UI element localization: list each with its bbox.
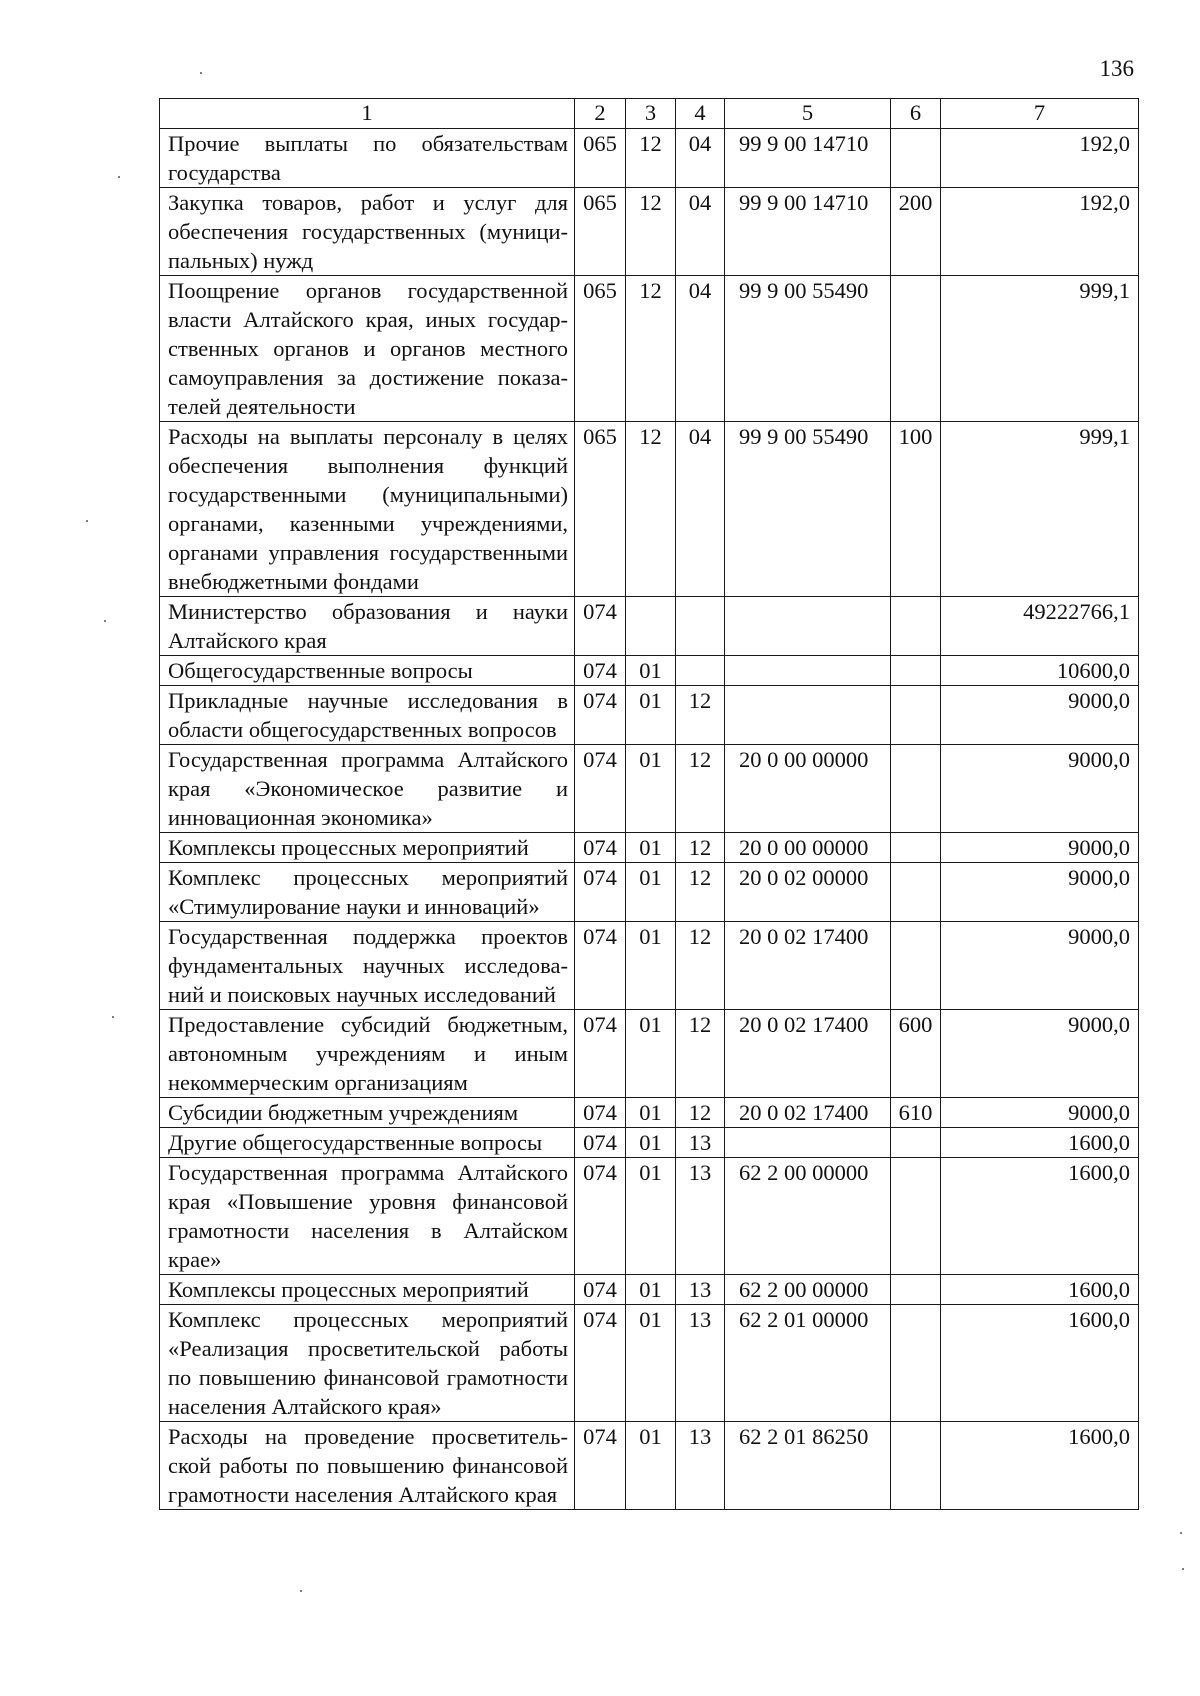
row-subsection-code: 13	[676, 1275, 725, 1305]
row-amount: 192,0	[941, 188, 1139, 276]
header-col-2: 2	[575, 99, 626, 129]
row-amount: 1600,0	[941, 1158, 1139, 1275]
scan-speck	[300, 1590, 302, 1592]
row-subsection-code: 12	[676, 922, 725, 1010]
row-subsection-code: 12	[676, 686, 725, 745]
table-row	[160, 922, 1139, 1010]
scan-speck	[104, 620, 106, 622]
row-amount: 1600,0	[941, 1305, 1139, 1422]
row-admin-code: 074	[575, 922, 626, 1010]
row-section-code: 01	[626, 922, 676, 1010]
row-subsection-code: 12	[676, 745, 725, 833]
table-row	[160, 129, 1139, 188]
row-admin-code: 074	[575, 1158, 626, 1275]
table-row	[160, 1128, 1139, 1158]
row-target-article: 99 9 00 55490	[725, 422, 891, 597]
row-amount: 9000,0	[941, 1098, 1139, 1128]
row-target-article: 99 9 00 55490	[725, 276, 891, 422]
row-expense-type	[891, 1305, 941, 1422]
table-row	[160, 597, 1139, 656]
row-subsection-code: 04	[676, 188, 725, 276]
row-subsection-code: 04	[676, 422, 725, 597]
scan-speck	[112, 1016, 114, 1018]
row-subsection-code: 13	[676, 1128, 725, 1158]
scan-speck	[118, 176, 120, 178]
row-amount: 999,1	[941, 276, 1139, 422]
row-section-code: 01	[626, 1275, 676, 1305]
row-expense-type	[891, 686, 941, 745]
table-row	[160, 422, 1139, 597]
row-admin-code: 065	[575, 188, 626, 276]
row-expense-type	[891, 745, 941, 833]
row-amount: 9000,0	[941, 686, 1139, 745]
row-admin-code: 074	[575, 656, 626, 686]
row-target-article	[725, 686, 891, 745]
table-row	[160, 656, 1139, 686]
table-body	[160, 129, 1139, 1510]
row-target-article: 20 0 02 17400	[725, 1010, 891, 1098]
row-section-code: 01	[626, 1158, 676, 1275]
row-expense-type	[891, 1422, 941, 1510]
row-amount: 1600,0	[941, 1128, 1139, 1158]
row-name: Расходы на выплаты персоналу в целях обеспечения выполнения функций государственными (муниципальными) органами, казенными учреждениями, органами управления государственными внебюджетными фондами	[160, 422, 575, 597]
row-section-code: 01	[626, 1128, 676, 1158]
row-subsection-code: 12	[676, 863, 725, 922]
row-subsection-code: 12	[676, 1010, 725, 1098]
row-target-article: 20 0 00 00000	[725, 745, 891, 833]
row-admin-code: 074	[575, 745, 626, 833]
row-admin-code: 074	[575, 833, 626, 863]
row-name: Поощрение органов государственной власти Алтайского края, иных государственных органов и органов местного самоуправления за достижение показателей деятельности	[160, 276, 575, 422]
row-expense-type	[891, 922, 941, 1010]
row-admin-code: 074	[575, 1275, 626, 1305]
table-row	[160, 1098, 1139, 1128]
row-amount: 9000,0	[941, 745, 1139, 833]
row-subsection-code: 13	[676, 1158, 725, 1275]
table-row	[160, 745, 1139, 833]
table-row	[160, 1422, 1139, 1510]
row-subsection-code: 12	[676, 833, 725, 863]
row-target-article	[725, 1128, 891, 1158]
row-admin-code: 074	[575, 1128, 626, 1158]
budget-table	[159, 98, 1139, 1510]
row-expense-type	[891, 276, 941, 422]
header-col-5: 5	[725, 99, 891, 129]
table-row	[160, 276, 1139, 422]
row-expense-type	[891, 597, 941, 656]
row-section-code: 01	[626, 1422, 676, 1510]
row-target-article: 99 9 00 14710	[725, 188, 891, 276]
row-section-code: 12	[626, 188, 676, 276]
row-target-article: 20 0 00 00000	[725, 833, 891, 863]
row-target-article: 20 0 02 00000	[725, 863, 891, 922]
row-target-article: 62 2 00 00000	[725, 1158, 891, 1275]
table-row	[160, 1010, 1139, 1098]
row-section-code: 01	[626, 1305, 676, 1422]
row-expense-type	[891, 1158, 941, 1275]
row-subsection-code: 04	[676, 276, 725, 422]
table-row	[160, 1305, 1139, 1422]
row-target-article: 62 2 00 00000	[725, 1275, 891, 1305]
row-section-code	[626, 597, 676, 656]
scan-speck	[200, 72, 202, 74]
row-amount: 1600,0	[941, 1275, 1139, 1305]
table-row	[160, 1158, 1139, 1275]
row-name: Прикладные научные исследования в области общегосударственных вопросов	[160, 686, 575, 745]
row-section-code: 01	[626, 863, 676, 922]
row-target-article: 20 0 02 17400	[725, 1098, 891, 1128]
row-name: Предоставление субсидий бюджетным, автономным учреждениям и иным некоммерческим организациям	[160, 1010, 575, 1098]
row-section-code: 12	[626, 276, 676, 422]
row-admin-code: 065	[575, 129, 626, 188]
row-name: Общегосударственные вопросы	[160, 656, 575, 686]
row-admin-code: 065	[575, 422, 626, 597]
row-amount: 9000,0	[941, 833, 1139, 863]
page-number: 136	[1099, 56, 1134, 81]
row-name: Комплекс процессных мероприятий «Реализация просветительской работы по повышению финансовой грамотности населения Алтайского края»	[160, 1305, 575, 1422]
row-name: Прочие выплаты по обязательствам государства	[160, 129, 575, 188]
row-section-code: 01	[626, 833, 676, 863]
row-expense-type: 610	[891, 1098, 941, 1128]
table-row	[160, 833, 1139, 863]
row-amount: 10600,0	[941, 656, 1139, 686]
table-header-row	[160, 99, 1139, 129]
row-expense-type: 200	[891, 188, 941, 276]
row-section-code: 12	[626, 129, 676, 188]
row-name: Субсидии бюджетным учреждениям	[160, 1098, 575, 1128]
header-col-7: 7	[941, 99, 1139, 129]
row-target-article	[725, 656, 891, 686]
row-section-code: 01	[626, 745, 676, 833]
row-subsection-code: 13	[676, 1305, 725, 1422]
row-admin-code: 074	[575, 1422, 626, 1510]
header-col-1: 1	[160, 99, 575, 129]
row-expense-type	[891, 833, 941, 863]
row-name: Государственная поддержка проектов фундаментальных научных исследований и поисковых научных исследований	[160, 922, 575, 1010]
row-amount: 9000,0	[941, 863, 1139, 922]
row-subsection-code: 12	[676, 1098, 725, 1128]
row-amount: 192,0	[941, 129, 1139, 188]
table-row	[160, 188, 1139, 276]
scan-speck	[1182, 1568, 1184, 1570]
row-subsection-code	[676, 597, 725, 656]
row-target-article: 62 2 01 86250	[725, 1422, 891, 1510]
row-section-code: 12	[626, 422, 676, 597]
row-name: Государственная программа Алтайского края «Экономическое развитие и инновационная экономика»	[160, 745, 575, 833]
row-name: Государственная программа Алтайского края «Повышение уровня финансовой грамотности населения в Алтайском крае»	[160, 1158, 575, 1275]
scan-speck	[1180, 1532, 1182, 1534]
table-row	[160, 686, 1139, 745]
row-admin-code: 074	[575, 1098, 626, 1128]
scan-speck	[86, 520, 88, 522]
row-section-code: 01	[626, 1098, 676, 1128]
row-admin-code: 065	[575, 276, 626, 422]
row-amount: 999,1	[941, 422, 1139, 597]
row-target-article: 20 0 02 17400	[725, 922, 891, 1010]
row-subsection-code: 13	[676, 1422, 725, 1510]
table-row	[160, 863, 1139, 922]
row-admin-code: 074	[575, 1010, 626, 1098]
row-amount: 9000,0	[941, 922, 1139, 1010]
row-amount: 49222766,1	[941, 597, 1139, 656]
row-target-article	[725, 597, 891, 656]
row-section-code: 01	[626, 1010, 676, 1098]
row-subsection-code	[676, 656, 725, 686]
header-col-6: 6	[891, 99, 941, 129]
row-expense-type	[891, 129, 941, 188]
row-name: Комплексы процессных мероприятий	[160, 833, 575, 863]
row-name: Другие общегосударственные вопросы	[160, 1128, 575, 1158]
row-admin-code: 074	[575, 1305, 626, 1422]
row-expense-type: 600	[891, 1010, 941, 1098]
row-target-article: 62 2 01 00000	[725, 1305, 891, 1422]
row-expense-type	[891, 863, 941, 922]
row-name: Расходы на проведение просветительской работы по повышению финансовой грамотности населения Алтайского края	[160, 1422, 575, 1510]
row-name: Комплексы процессных мероприятий	[160, 1275, 575, 1305]
row-section-code: 01	[626, 686, 676, 745]
row-section-code: 01	[626, 656, 676, 686]
row-expense-type	[891, 1128, 941, 1158]
row-amount: 9000,0	[941, 1010, 1139, 1098]
table-row	[160, 1275, 1139, 1305]
row-name: Комплекс процессных мероприятий «Стимулирование науки и инноваций»	[160, 863, 575, 922]
row-name: Министерство образования и науки Алтайского края	[160, 597, 575, 656]
header-col-3: 3	[626, 99, 676, 129]
row-admin-code: 074	[575, 597, 626, 656]
row-amount: 1600,0	[941, 1422, 1139, 1510]
row-expense-type	[891, 1275, 941, 1305]
row-subsection-code: 04	[676, 129, 725, 188]
row-admin-code: 074	[575, 686, 626, 745]
row-name: Закупка товаров, работ и услуг для обеспечения государственных (муниципальных) нужд	[160, 188, 575, 276]
row-admin-code: 074	[575, 863, 626, 922]
row-expense-type	[891, 656, 941, 686]
row-expense-type: 100	[891, 422, 941, 597]
header-col-4: 4	[676, 99, 725, 129]
row-target-article: 99 9 00 14710	[725, 129, 891, 188]
